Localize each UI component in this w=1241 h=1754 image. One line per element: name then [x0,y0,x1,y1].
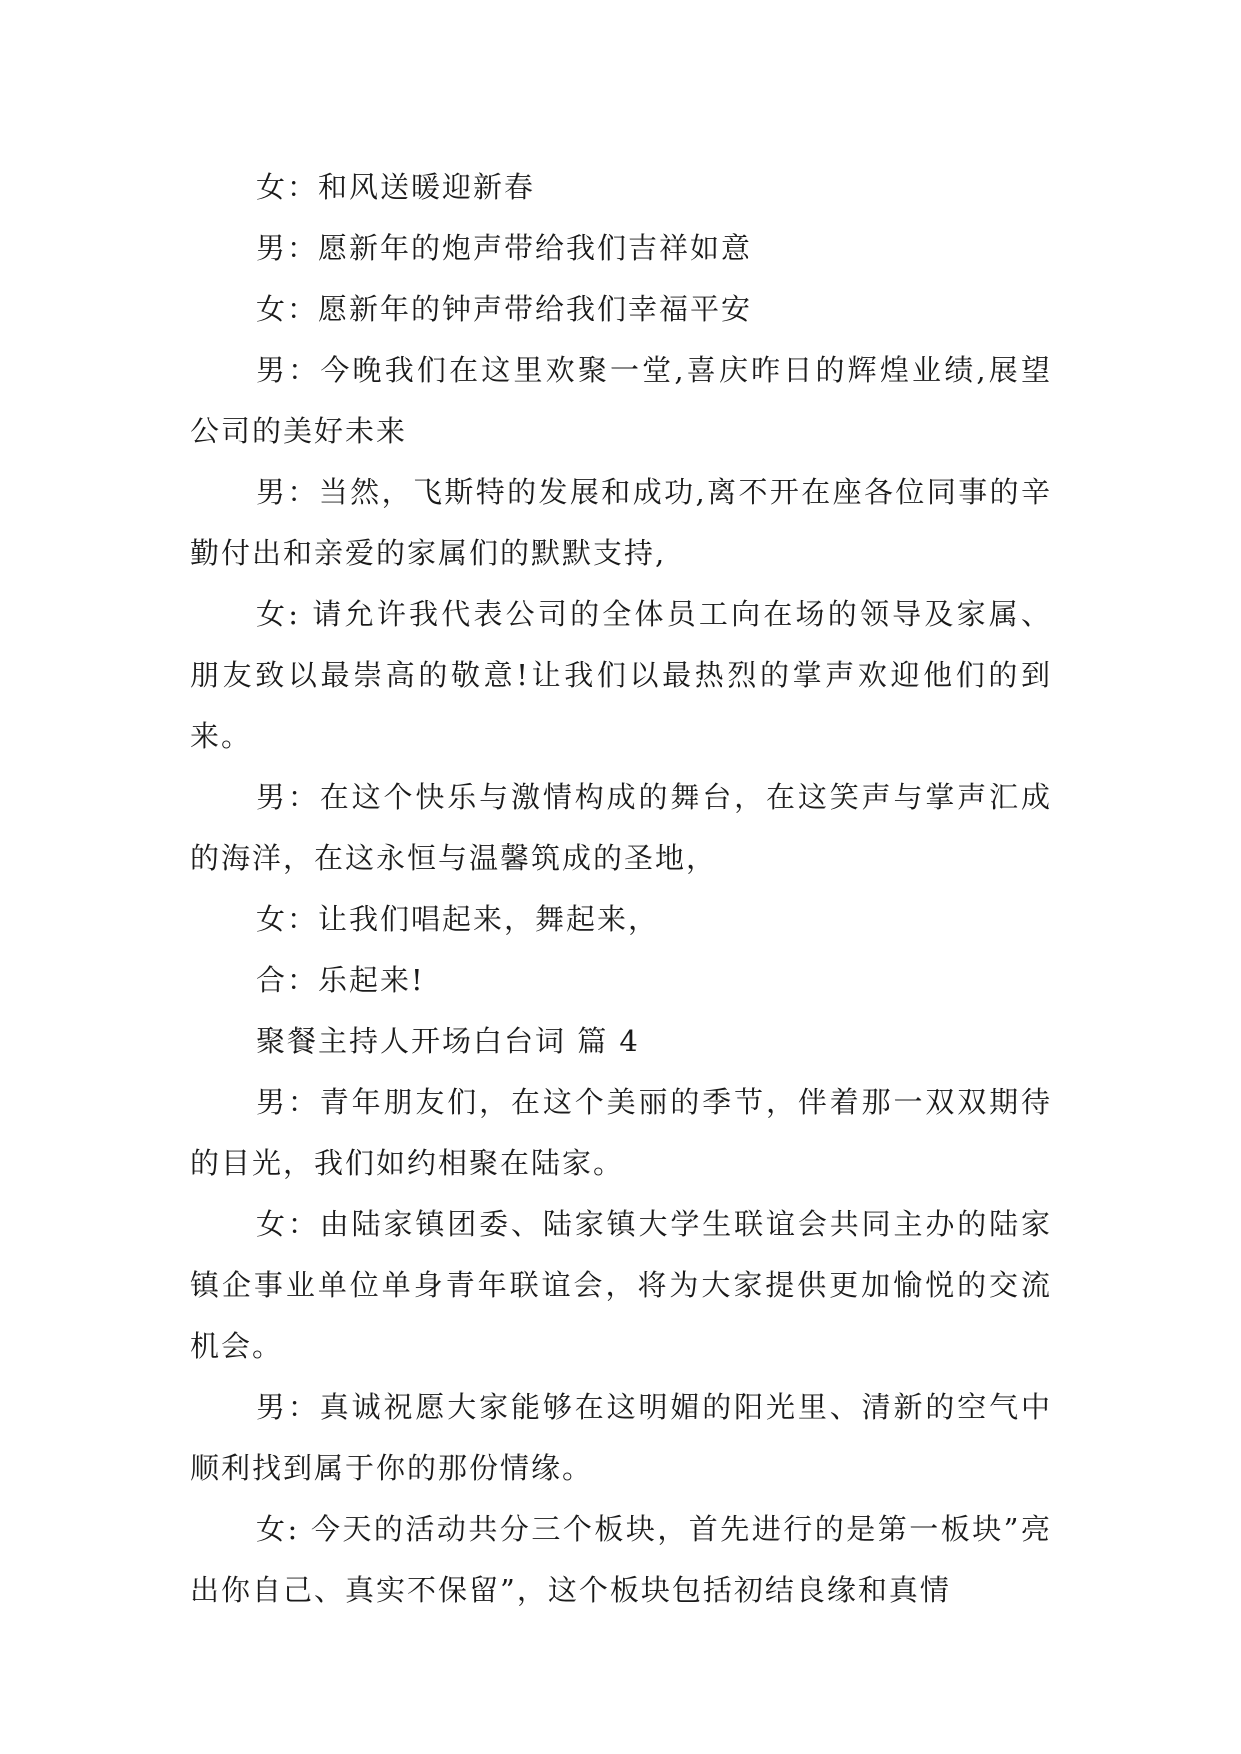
paragraph: 女：愿新年的钟声带给我们幸福平安 [256,292,753,326]
paragraph: 男：今晚我们在这里欢聚一堂,喜庆昨日的辉煌业绩,展望公司的美好未来 [190,353,1052,448]
paragraph: 男：真诚祝愿大家能够在这明媚的阳光里、清新的空气中顺利找到属于你的那份情缘。 [190,1390,1052,1485]
paragraph: 男：当然，飞斯特的发展和成功,离不开在座各位同事的辛勤付出和亲爱的家属们的默默支持, [190,475,1052,570]
document-page [190,157,1052,1621]
paragraph: 女: 请允许我代表公司的全体员工向在场的领导及家属、朋友致以最崇高的敬意!让我们以最热烈的掌声欢迎他们的到来。 [190,597,1052,753]
paragraph: 女：由陆家镇团委、陆家镇大学生联谊会共同主办的陆家镇企事业单位单身青年联谊会，将为大家提供更加愉悦的交流机会。 [190,1207,1052,1363]
paragraph: 男：青年朋友们，在这个美丽的季节，伴着那一双双期待的目光，我们如约相聚在陆家。 [190,1085,1052,1180]
paragraph: 女：让我们唱起来，舞起来， [256,902,660,936]
paragraph: 女：和风送暖迎新春 [256,170,536,204]
section-heading: 聚餐主持人开场白台词 篇 4 [256,1024,640,1058]
paragraph: 男：在这个快乐与激情构成的舞台，在这笑声与掌声汇成的海洋，在这永恒与温馨筑成的圣地， [190,780,1052,875]
paragraph: 男：愿新年的炮声带给我们吉祥如意 [256,231,753,265]
paragraph: 女: 今天的活动共分三个板块，首先进行的是第一板块”亮出你自己、真实不保留”，这个板块包括初结良缘和真情 [190,1512,1052,1607]
paragraph: 合：乐起来! [256,963,425,997]
